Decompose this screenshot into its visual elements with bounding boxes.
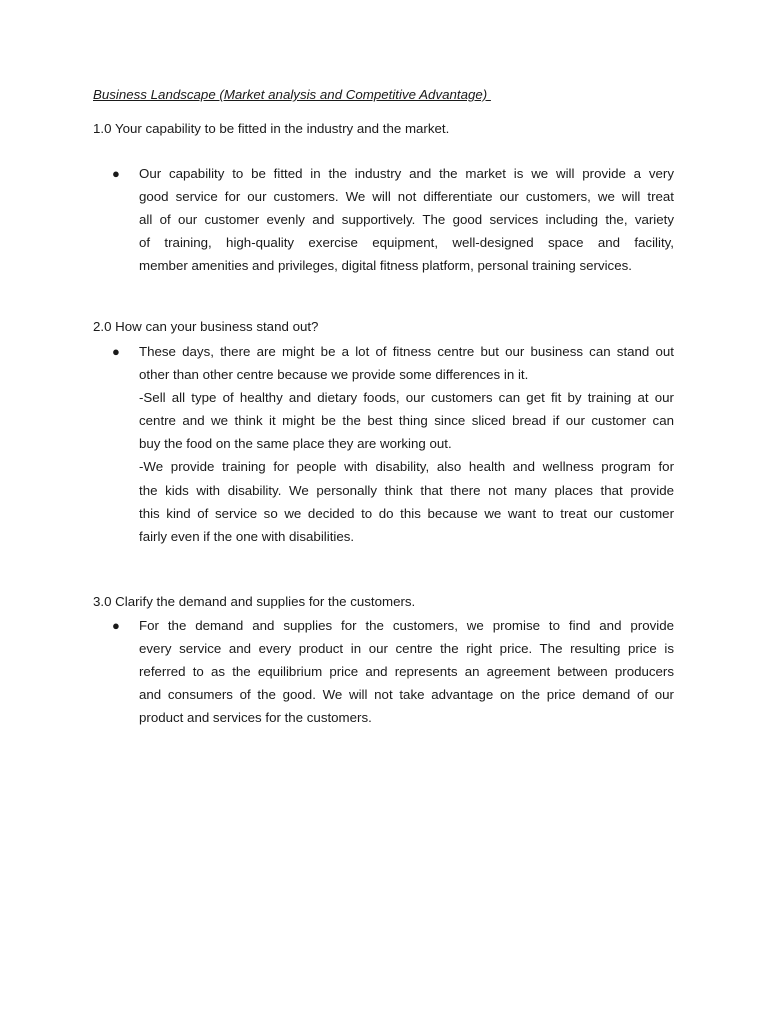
paragraph-line: fairly even if the one with disabilities. bbox=[139, 528, 355, 544]
section-3-heading: 3.0 Clarify the demand and supplies for the customers. bbox=[93, 594, 416, 609]
paragraph-line: member amenities and privileges, digital fitness platform, personal training services. bbox=[139, 258, 632, 274]
document-title: Business Landscape (Market analysis and Competitive Advantage) bbox=[93, 87, 491, 102]
paragraph-line: product and services for the customers. bbox=[139, 710, 372, 726]
paragraph-line: referred to as the equilibrium price and represents an agreement between producers bbox=[139, 664, 674, 680]
paragraph-line: -Sell all type of healthy and dietary foods, our customers can get fit by training at our bbox=[139, 390, 674, 406]
paragraph-line: good service for our customers. We will not differentiate our customers, we will treat bbox=[139, 189, 674, 205]
paragraph-line: -We provide training for people with disability, also health and wellness program for bbox=[139, 459, 674, 475]
paragraph-line: These days, there are might be a lot of fitness centre but our business can stand out bbox=[139, 344, 674, 359]
paragraph-line: and consumers of the good. We will not take advantage on the price demand of our bbox=[139, 687, 674, 703]
section-1-heading: 1.0 Your capability to be fitted in the industry and the market. bbox=[93, 121, 450, 136]
section-1-paragraph bbox=[139, 162, 674, 277]
paragraph-line: Our capability to be fitted in the industry and the market is we will provide a very bbox=[139, 166, 674, 181]
bullet-icon: ● bbox=[112, 344, 120, 359]
paragraph-line: all of our customer evenly and supportively. The good services including the, variety bbox=[139, 212, 674, 228]
paragraph-line: other than other centre because we provide some differences in it. bbox=[139, 367, 529, 383]
section-2-heading: 2.0 How can your business stand out? bbox=[93, 319, 319, 334]
paragraph-line: every service and every product in our centre the right price. The resulting price is bbox=[139, 641, 674, 657]
paragraph-line: For the demand and supplies for the customers, we promise to find and provide bbox=[139, 618, 674, 633]
bullet-icon: ● bbox=[112, 166, 120, 181]
paragraph-line: buy the food on the same place they are working out. bbox=[139, 436, 452, 452]
paragraph-line: this kind of service so we decided to do this because we want to treat our customer bbox=[139, 505, 674, 521]
section-3-paragraph bbox=[139, 614, 674, 729]
paragraph-line: the kids with disability. We personally think that there not many places that provide bbox=[139, 482, 674, 498]
bullet-icon: ● bbox=[112, 618, 120, 633]
paragraph-line: centre and we think it might be the best thing since sliced bread if our customer can bbox=[139, 413, 674, 429]
paragraph-line: of training, high-quality exercise equipment, well-designed space and facility, bbox=[139, 235, 674, 251]
section-2-paragraph bbox=[139, 340, 674, 548]
